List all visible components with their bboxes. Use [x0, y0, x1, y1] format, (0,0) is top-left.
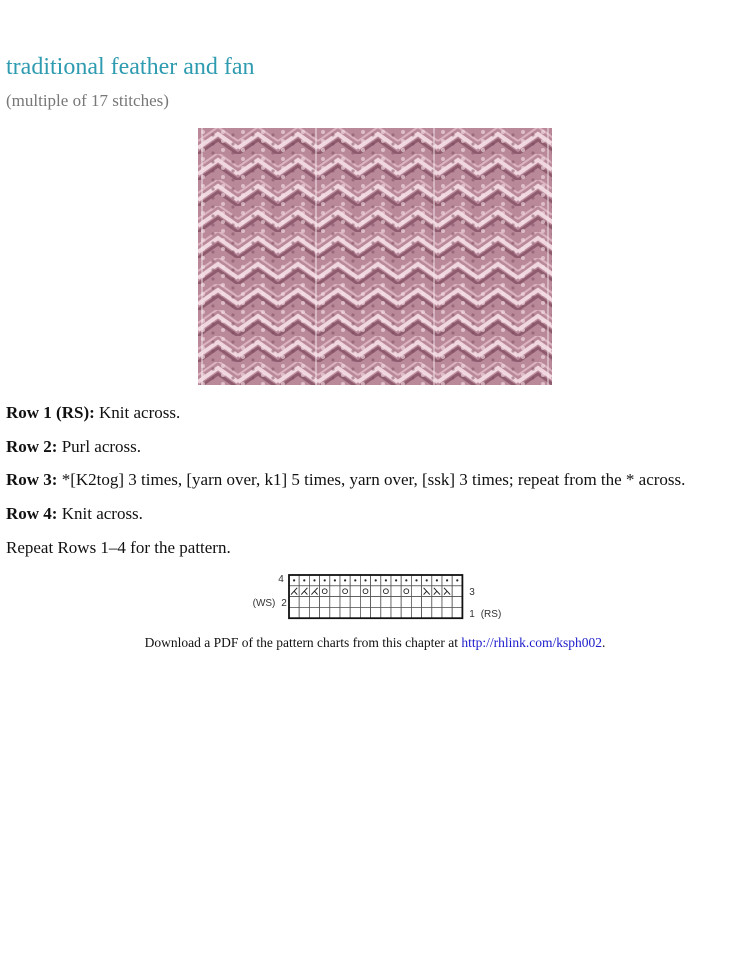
chart-cell	[360, 597, 370, 608]
chart-cell	[411, 597, 421, 608]
chart-cell	[452, 597, 462, 608]
chart-cell	[391, 586, 401, 597]
chart-cell	[432, 607, 442, 618]
purl-dot-symbol	[426, 579, 428, 581]
chart-cell	[309, 607, 319, 618]
chart-cell	[340, 586, 350, 597]
chart-cell	[391, 607, 401, 618]
chart-row-2-number: 2	[281, 598, 287, 609]
purl-dot-symbol	[456, 579, 458, 581]
chart-cell	[371, 607, 381, 618]
download-note	[0, 635, 750, 651]
row-3-label: Row 3:	[6, 470, 58, 489]
chart-row-4-number: 4	[278, 574, 284, 585]
chart-cell	[320, 597, 330, 608]
row-4-text: Knit across.	[57, 504, 143, 523]
purl-dot-symbol	[395, 579, 397, 581]
chart-cell	[442, 607, 452, 618]
purl-dot-symbol	[405, 579, 407, 581]
chart-pdf-link[interactable]: http://rhlink.com/ksph002	[461, 635, 603, 650]
chart-ws-label: (WS)	[252, 598, 276, 609]
purl-dot-symbol	[446, 579, 448, 581]
chart-cell	[401, 597, 411, 608]
row-4-label: Row 4:	[6, 504, 58, 523]
download-note-end: .	[602, 635, 606, 650]
purl-dot-symbol	[375, 579, 377, 581]
chart-cell	[452, 607, 462, 618]
purl-dot-symbol	[436, 579, 438, 581]
pattern-title: traditional feather and fan	[6, 54, 255, 80]
chart-cell	[350, 597, 360, 608]
chart-cell	[309, 597, 319, 608]
row-3-text: *[K2tog] 3 times, [yarn over, k1] 5 times, yarn over, [ssk] 3 times; repeat from the * across.	[57, 470, 686, 489]
purl-dot-symbol	[415, 579, 417, 581]
row-1-label: Row 1 (RS):	[6, 403, 95, 422]
chart-grid	[289, 575, 462, 618]
chart-cell	[289, 597, 299, 608]
chart-cell	[350, 607, 360, 618]
purl-dot-symbol	[313, 579, 315, 581]
chart-cell	[411, 586, 421, 597]
stitch-chart	[246, 571, 506, 623]
row-2-instruction	[6, 437, 141, 457]
chart-cell	[340, 607, 350, 618]
chart-cell	[299, 607, 309, 618]
chart-cell	[299, 597, 309, 608]
chart-cell	[411, 607, 421, 618]
purl-dot-symbol	[364, 579, 366, 581]
row-1-instruction	[6, 403, 180, 423]
row-2-label: Row 2:	[6, 437, 58, 456]
chart-row-3-number: 3	[469, 587, 475, 598]
purl-dot-symbol	[293, 579, 295, 581]
row-2-text: Purl across.	[57, 437, 142, 456]
chart-cell	[350, 586, 360, 597]
purl-dot-symbol	[385, 579, 387, 581]
download-note-text: Download a PDF of the pattern charts from this chapter at	[144, 635, 462, 650]
chart-cell	[401, 586, 411, 597]
chart-cell	[360, 607, 370, 618]
purl-dot-symbol	[354, 579, 356, 581]
chart-rs-label: (RS)	[480, 609, 502, 620]
chart-cell	[330, 586, 340, 597]
chart-cell	[340, 597, 350, 608]
chart-cell	[381, 597, 391, 608]
chart-cell	[360, 586, 370, 597]
chart-cell	[401, 607, 411, 618]
row-1-text: Knit across.	[94, 403, 181, 422]
chart-cell	[330, 597, 340, 608]
knitted-swatch-photo	[198, 128, 552, 385]
chart-cell	[289, 607, 299, 618]
chart-cell	[371, 586, 381, 597]
chart-cell	[371, 597, 381, 608]
stitch-multiple: (multiple of 17 stitches)	[6, 91, 169, 110]
chart-cell	[422, 597, 432, 608]
row-4-instruction	[6, 504, 143, 524]
chart-cell	[330, 607, 340, 618]
chart-cell	[422, 607, 432, 618]
chart-cell	[452, 586, 462, 597]
chart-cell	[381, 607, 391, 618]
purl-dot-symbol	[324, 579, 326, 581]
row-3-instruction	[6, 470, 685, 490]
chart-cell	[391, 597, 401, 608]
chart-cell	[320, 607, 330, 618]
purl-dot-symbol	[334, 579, 336, 581]
purl-dot-symbol	[303, 579, 305, 581]
chart-cell	[320, 586, 330, 597]
purl-dot-symbol	[344, 579, 346, 581]
repeat-note: Repeat Rows 1–4 for the pattern.	[6, 538, 231, 557]
chart-cell	[381, 586, 391, 597]
chart-cell	[432, 597, 442, 608]
chart-cell	[442, 597, 452, 608]
chart-row-1-number: 1	[469, 609, 475, 620]
